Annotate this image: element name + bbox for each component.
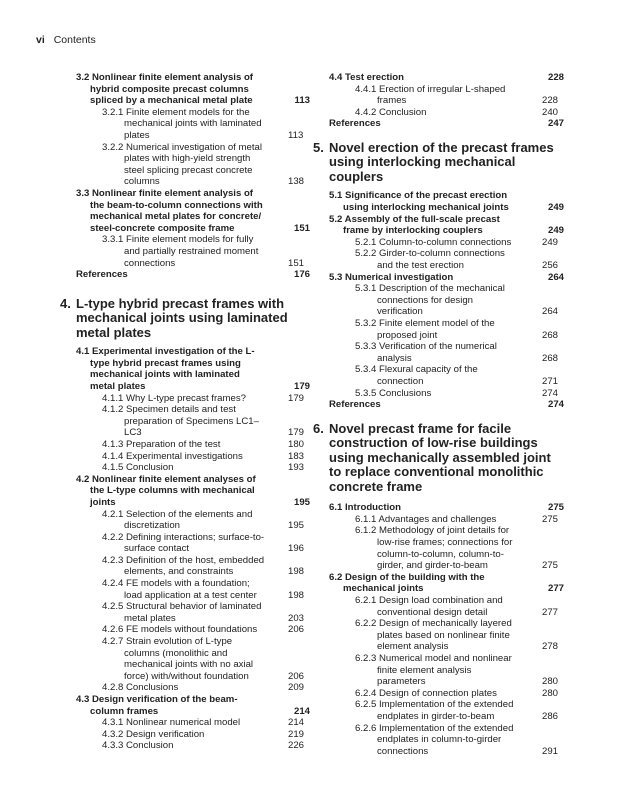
entry-title: 5.2 Assembly of the full-scale precast frame by interlocking couplers — [329, 213, 500, 237]
entry-title: 5.1 Significance of the precast erection using interlocking mechanical joints — [329, 190, 509, 214]
entry-title: 4.3.3 Conclusion — [102, 740, 174, 752]
entry-title: 6.2.1 Design load combination and conventional design detail — [355, 595, 503, 618]
entry-title: 6.2.2 Design of mechanically layered plates based on nonlinear finite element analysis — [355, 618, 512, 653]
toc-section-entry[interactable] — [329, 72, 564, 84]
toc-subsection-entry[interactable]: 5.3.1 Description of the mechanical connections for design verification 264 — [355, 283, 559, 318]
toc-subsection-entry[interactable]: 3.2.2 Numerical investigation of metal plates with high-yield strength steel splicing precast concrete columns 138 — [102, 141, 305, 188]
entry-title: 5.2.1 Column-to-column connections — [355, 236, 512, 248]
toc-subsection-entry[interactable]: 6.2.6 Implementation of the extended endplates in column-to-girder connections 291 — [355, 722, 559, 757]
entry-title: 4.3.2 Design verification — [102, 728, 205, 740]
toc-subsection-entry[interactable]: 4.1.2 Specimen details and test preparation of Specimens LC1–LC3 179 — [102, 404, 305, 439]
toc-subsection-entry[interactable]: 6.2.1 Design load combination and conventional design detail 277 — [355, 595, 559, 618]
toc-subsection-entry[interactable]: 6.2.3 Numerical model and nonlinear finite element analysis parameters 280 — [355, 652, 559, 688]
toc-references-entry[interactable] — [76, 269, 310, 281]
entry-title: 4.3 Design verification of the beam-column frames — [76, 694, 238, 717]
toc-chapter-heading[interactable] — [60, 297, 310, 341]
entry-page-number: 264 — [547, 271, 564, 283]
entry-page-number: 249 — [547, 202, 564, 214]
entry-title: References — [329, 118, 381, 130]
toc-section-entry[interactable] — [76, 694, 310, 717]
toc-references-entry[interactable] — [329, 118, 564, 130]
toc-subsection-entry[interactable]: 4.2.7 Strain evolution of L-type columns (monolithic and mechanical joints with no axial force) with/without foundation 206 — [102, 636, 305, 682]
toc-section-entry[interactable] — [76, 474, 310, 509]
toc-subsection-entry[interactable]: 5.3.3 Verification of the numerical analysis 268 — [355, 341, 559, 364]
entry-title: 6.1.1 Advantages and challenges — [355, 513, 497, 525]
toc-subsection-entry[interactable]: 6.1.2 Methodology of joint details for low-rise frames; connections for column-to-column, column-to-girder, and girder-to-beam 275 — [355, 525, 559, 572]
entry-title: References — [329, 399, 381, 411]
entry-title: 5.3.5 Conclusions — [355, 387, 432, 399]
entry-title: 5.3.4 Flexural capacity of the connection — [355, 364, 478, 387]
entry-page-number: 228 — [547, 72, 564, 83]
toc-subsection-entry[interactable]: 4.4.1 Erection of irregular L-shaped frames 228 — [355, 83, 559, 107]
entry-title: 4.4.2 Conclusion — [355, 106, 427, 118]
toc-subsection-entry[interactable]: 4.3.1 Nonlinear numerical model 214 — [102, 717, 305, 729]
entry-title: 4.3.1 Nonlinear numerical model — [102, 717, 241, 729]
toc-subsection-entry[interactable]: 4.3.2 Design verification 219 — [102, 728, 305, 740]
entry-page-number: 113 — [294, 95, 310, 107]
entry-title: 4.1.5 Conclusion — [102, 462, 174, 474]
entry-title: 4.2.3 Definition of the host, embedded elements, and constraints — [102, 554, 265, 578]
entry-title: 6.2.4 Design of connection plates — [355, 687, 497, 699]
entry-page-number: 274 — [547, 399, 564, 411]
running-header — [36, 34, 96, 46]
entry-title: 4.4 Test erection — [329, 72, 405, 83]
toc-section-entry[interactable] — [329, 572, 564, 595]
toc-subsection-entry[interactable]: 4.2.8 Conclusions 209 — [102, 682, 305, 694]
toc-subsection-entry[interactable]: 4.2.1 Selection of the elements and discretization 195 — [102, 508, 305, 532]
entry-title: 4.2 Nonlinear finite element analyses of the L-type columns with mechanical joints — [76, 473, 256, 508]
toc-subsection-entry[interactable]: 6.2.5 Implementation of the extended endplates in girder-to-beam 286 — [355, 699, 559, 722]
toc-subsection-entry[interactable]: 6.2.4 Design of connection plates 280 — [355, 687, 559, 699]
entry-title: 4.4.1 Erection of irregular L-shaped frames — [355, 83, 506, 107]
toc-subsection-entry[interactable]: 5.3.4 Flexural capacity of the connection 271 — [355, 364, 559, 387]
entry-title: 4.1.1 Why L-type precast frames? — [102, 392, 246, 404]
entry-title: References — [76, 269, 128, 281]
entry-page-number: 275 — [547, 502, 564, 514]
toc-chapter-heading[interactable] — [313, 422, 564, 495]
page-number: vi — [36, 34, 45, 46]
toc-subsection-entry[interactable]: 4.1.3 Preparation of the test 180 — [102, 438, 305, 450]
entry-page-number: 214 — [293, 705, 310, 717]
toc-subsection-entry[interactable]: 4.2.2 Defining interactions; surface-to-surface contact 196 — [102, 531, 305, 555]
entry-title: 6.2 Design of the building with the mechanical joints — [329, 571, 485, 595]
toc-references-entry[interactable] — [329, 399, 564, 411]
entry-title: 3.2.2 Numerical investigation of metal plates with high-yield strength steel splicing precast concrete columns — [102, 141, 262, 188]
toc-section-entry[interactable] — [329, 272, 564, 284]
entry-page-number: 249 — [547, 225, 564, 237]
header-title: Contents — [53, 34, 96, 46]
entry-title: 5.3 Numerical investigation — [329, 271, 454, 283]
toc-subsection-entry[interactable]: 4.2.5 Structural behavior of laminated metal plates 203 — [102, 601, 305, 624]
toc-section-entry[interactable] — [329, 190, 564, 213]
toc-section-entry[interactable] — [329, 502, 564, 514]
entry-title: 5.3.3 Verification of the numerical analysis — [355, 341, 497, 364]
entry-title: 4.1.4 Experimental investigations — [102, 450, 243, 462]
toc-subsection-entry[interactable]: 3.3.1 Finite element models for fully and partially restrained moment connections 151 — [102, 234, 305, 269]
entry-title: 3.3.1 Finite element models for fully and partially restrained moment connections — [102, 234, 259, 269]
entry-title: 3.2 Nonlinear finite element analysis of hybrid composite precast columns spliced by a mechanical metal plate — [76, 72, 254, 107]
entry-title: 6.2.3 Numerical model and nonlinear finite element analysis parameters — [355, 652, 512, 688]
entry-page-number: 151 — [293, 222, 310, 234]
entry-title: 6.2.5 Implementation of the extended endplates in girder-to-beam — [355, 699, 514, 722]
toc-subsection-entry[interactable]: 5.3.2 Finite element model of the proposed joint 268 — [355, 318, 559, 341]
entry-title: Novel erection of the precast frames using interlocking mechanical couplers — [329, 139, 554, 184]
chapter-number: 6. — [313, 420, 324, 436]
toc-subsection-entry[interactable]: 3.2.1 Finite element models for the mechanical joints with laminated plates 113 — [102, 106, 304, 141]
toc-section-entry[interactable] — [329, 214, 564, 237]
toc-subsection-entry[interactable]: 4.1.5 Conclusion 193 — [102, 462, 305, 474]
entry-title: 4.2.4 FE models with a foundation; load application at a test center — [102, 578, 257, 601]
toc-subsection-entry[interactable]: 4.2.4 FE models with a foundation; load application at a test center 198 — [102, 578, 305, 601]
entry-title: 4.2.5 Structural behavior of laminated metal plates — [102, 601, 262, 624]
entry-title: L-type hybrid precast frames with mechanical joints using laminated metal plates — [76, 295, 288, 340]
toc-subsection-entry[interactable]: 4.4.2 Conclusion 240 — [355, 106, 559, 118]
entry-title: 6.1 Introduction — [329, 502, 401, 514]
entry-title: 4.2.2 Defining interactions; surface-to-surface contact — [102, 531, 265, 555]
entry-title: 4.2.1 Selection of the elements and discretization — [102, 508, 253, 532]
toc-subsection-entry[interactable]: 4.1.1 Why L-type precast frames? 179 — [102, 392, 305, 404]
entry-title: 6.2.6 Implementation of the extended endplates in column-to-girder connections — [355, 722, 514, 757]
entry-title: 4.1.3 Preparation of the test — [102, 438, 221, 450]
toc-section-entry[interactable] — [76, 188, 310, 234]
toc-section-entry[interactable] — [76, 72, 310, 107]
entry-page-number: 277 — [547, 583, 564, 595]
entry-title: 4.1 Experimental investigation of the L-type hybrid precast frames using mechanical joints with laminated metal plates — [76, 346, 255, 392]
entry-page-number: 195 — [293, 496, 310, 508]
toc-subsection-entry[interactable]: 4.2.3 Definition of the host, embedded elements, and constraints 198 — [102, 554, 305, 578]
entry-title: 4.2.8 Conclusions — [102, 682, 179, 694]
entry-title: 4.2.6 FE models without foundations — [102, 624, 258, 636]
toc-subsection-entry[interactable]: 6.2.2 Design of mechanically layered plates based on nonlinear finite element analysis 278 — [355, 618, 559, 653]
entry-page-number: 247 — [547, 118, 564, 130]
toc-subsection-entry[interactable]: 6.1.1 Advantages and challenges 275 — [355, 513, 559, 525]
chapter-number: 4. — [60, 295, 71, 311]
entry-page-number: 176 — [293, 269, 310, 281]
toc-subsection-entry[interactable]: 5.2.1 Column-to-column connections 249 — [355, 236, 559, 248]
entry-title: 6.1.2 Methodology of joint details for low-rise frames; connections for column-to-column, column-to-girder, and girder-to-beam — [355, 525, 513, 572]
entry-title: 5.3.1 Description of the mechanical connections for design verification — [355, 283, 505, 318]
toc-right-column — [313, 72, 564, 757]
toc-subsection-entry[interactable]: 5.3.5 Conclusions 274 — [355, 387, 559, 399]
entry-page-number: 179 — [293, 380, 310, 392]
toc-subsection-entry[interactable]: 4.2.6 FE models without foundations 206 — [102, 624, 305, 636]
entry-title: 3.2.1 Finite element models for the mechanical joints with laminated plates — [102, 106, 262, 141]
entry-title: Novel precast frame for facile construction of low-rise buildings using mechanically assembled joint to replace conventional monolithic concrete frame — [329, 420, 551, 494]
toc-left-column — [60, 72, 310, 752]
entry-title: 5.2.2 Girder-to-column connections and the test erection — [355, 248, 505, 272]
toc-subsection-entry[interactable]: 5.2.2 Girder-to-column connections and the test erection 256 — [355, 248, 559, 272]
toc-subsection-entry[interactable]: 4.3.3 Conclusion 226 — [102, 740, 305, 752]
toc-chapter-heading[interactable] — [313, 141, 564, 185]
entry-title: 4.1.2 Specimen details and test preparation of Specimens LC1–LC3 — [102, 404, 259, 439]
entry-title: 5.3.2 Finite element model of the proposed joint — [355, 318, 495, 341]
chapter-number: 5. — [313, 139, 324, 155]
toc-subsection-entry[interactable]: 4.1.4 Experimental investigations 183 — [102, 450, 305, 462]
entry-title: 4.2.7 Strain evolution of L-type columns (monolithic and mechanical joints with no axial force) with/without foundation — [102, 636, 254, 682]
entry-title: 3.3 Nonlinear finite element analysis of the beam-to-column connections with mechanical metal plates for concrete/ steel-concrete composite frame — [76, 187, 263, 234]
toc-section-entry[interactable] — [76, 346, 310, 392]
